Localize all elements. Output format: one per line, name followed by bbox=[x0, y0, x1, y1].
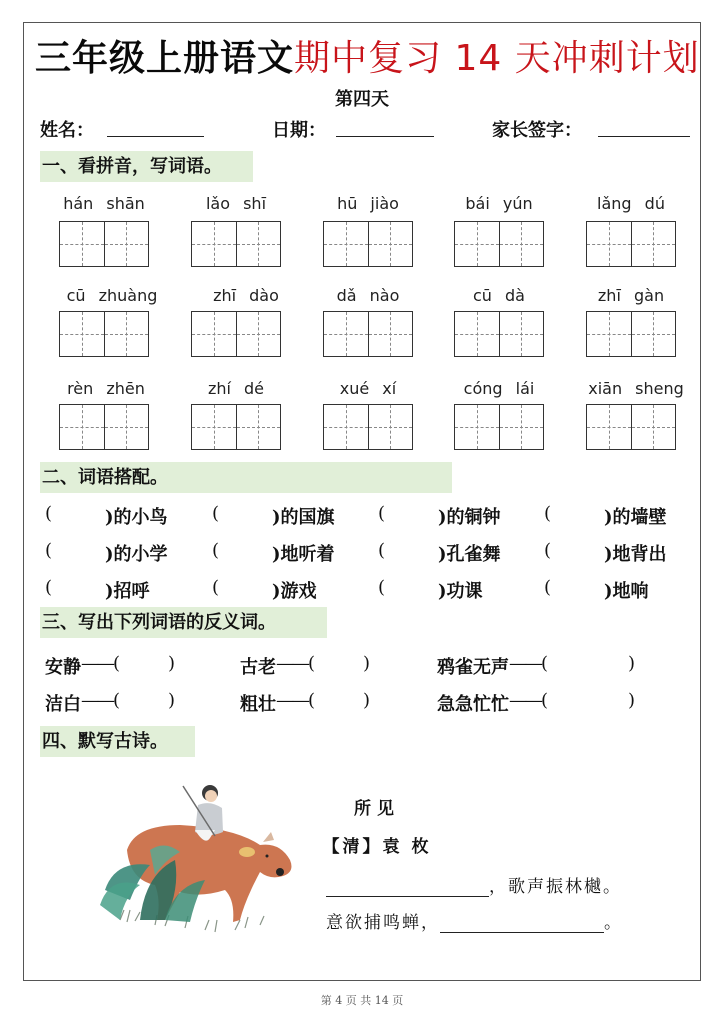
match-item[interactable]: ( )功课 bbox=[378, 577, 483, 602]
writing-grid[interactable] bbox=[191, 404, 281, 450]
section1-heading: 一、看拼音，写词语。 bbox=[40, 151, 253, 182]
match-item[interactable]: ( )的铜钟 bbox=[378, 503, 501, 528]
pinyin-label: dǎ nào bbox=[336, 286, 400, 305]
page-number: 第 4 页 共 14 页 bbox=[320, 994, 404, 1007]
writing-grid[interactable] bbox=[586, 404, 676, 450]
writing-grid[interactable] bbox=[323, 311, 413, 357]
pinyin-label: zhí dé bbox=[207, 379, 265, 398]
pinyin-label: cóng lái bbox=[463, 379, 535, 398]
poem-blank-2[interactable] bbox=[440, 914, 604, 933]
match-item[interactable]: ( )的小鸟 bbox=[45, 503, 168, 528]
writing-grid[interactable] bbox=[586, 221, 676, 267]
title-red-part: 期中复习 14 天冲刺计划 bbox=[294, 38, 700, 79]
pinyin-label: xué xí bbox=[339, 379, 397, 398]
section3-heading: 三、写出下列词语的反义词。 bbox=[40, 607, 327, 638]
antonym-item[interactable]: 洁白 ——( ) bbox=[45, 690, 176, 715]
writing-grid[interactable] bbox=[323, 221, 413, 267]
match-item[interactable]: ( )地响 bbox=[544, 577, 649, 602]
antonym-item[interactable]: 古老 ——( ) bbox=[240, 653, 371, 678]
match-item[interactable]: ( )孔雀舞 bbox=[378, 540, 501, 565]
antonym-item[interactable]: 安静 ——( ) bbox=[45, 653, 176, 678]
writing-grid[interactable] bbox=[586, 311, 676, 357]
writing-grid[interactable] bbox=[191, 221, 281, 267]
section4-heading: 四、默写古诗。 bbox=[40, 726, 195, 757]
poem-line-1: ，歌声振林樾。 bbox=[326, 872, 622, 897]
day-subtitle: 第四天 bbox=[335, 89, 389, 110]
writing-grid[interactable] bbox=[59, 311, 149, 357]
match-item[interactable]: ( )的墙壁 bbox=[544, 503, 667, 528]
antonym-item[interactable]: 急急忙忙 ——( ) bbox=[437, 690, 636, 715]
writing-grid[interactable] bbox=[59, 404, 149, 450]
match-item[interactable]: ( )游戏 bbox=[212, 577, 317, 602]
match-item[interactable]: ( )地听着 bbox=[212, 540, 335, 565]
name-field[interactable] bbox=[107, 136, 204, 137]
writing-grid[interactable] bbox=[454, 311, 544, 357]
writing-grid[interactable] bbox=[191, 311, 281, 357]
match-item[interactable]: ( )的国旗 bbox=[212, 503, 335, 528]
writing-grid[interactable] bbox=[454, 221, 544, 267]
title-black-part: 三年级上册语文 bbox=[35, 38, 295, 79]
pinyin-label: cū zhuàng bbox=[66, 286, 158, 305]
date-field[interactable] bbox=[336, 136, 434, 137]
poem-line-2: 意欲捕鸣蝉， 。 bbox=[326, 913, 623, 933]
parent-signature-field[interactable] bbox=[598, 136, 690, 137]
pinyin-label: cū dà bbox=[473, 286, 525, 305]
poem-author: 【清】袁 枚 bbox=[322, 837, 432, 857]
parent-signature-label: 家长签字： bbox=[492, 120, 582, 141]
match-item[interactable]: ( )地背出 bbox=[544, 540, 667, 565]
pinyin-label: zhī gàn bbox=[597, 286, 665, 305]
page-title bbox=[35, 30, 700, 81]
pinyin-label: zhī dào bbox=[213, 286, 279, 305]
pinyin-label: hū jiào bbox=[337, 194, 399, 213]
pinyin-label: hán shān bbox=[63, 194, 145, 213]
pinyin-label: rèn zhēn bbox=[67, 379, 145, 398]
writing-grid[interactable] bbox=[454, 404, 544, 450]
match-item[interactable]: ( )招呼 bbox=[45, 577, 150, 602]
pinyin-label: bái yún bbox=[465, 194, 533, 213]
poem-blank-1[interactable] bbox=[326, 878, 489, 897]
poem-title: 所见 bbox=[354, 799, 400, 819]
pinyin-label: lǎo shī bbox=[205, 194, 267, 213]
date-label: 日期： bbox=[272, 120, 326, 141]
writing-grid[interactable] bbox=[323, 404, 413, 450]
antonym-item[interactable]: 粗壮 ——( ) bbox=[240, 690, 371, 715]
name-label: 姓名： bbox=[40, 120, 94, 141]
pinyin-label: lǎng dú bbox=[597, 194, 665, 213]
section2-heading: 二、词语搭配。 bbox=[40, 462, 452, 493]
antonym-item[interactable]: 鸦雀无声 ——( ) bbox=[437, 653, 636, 678]
writing-grid[interactable] bbox=[59, 221, 149, 267]
match-item[interactable]: ( )的小学 bbox=[45, 540, 168, 565]
pinyin-label: xiān sheng bbox=[588, 379, 684, 398]
